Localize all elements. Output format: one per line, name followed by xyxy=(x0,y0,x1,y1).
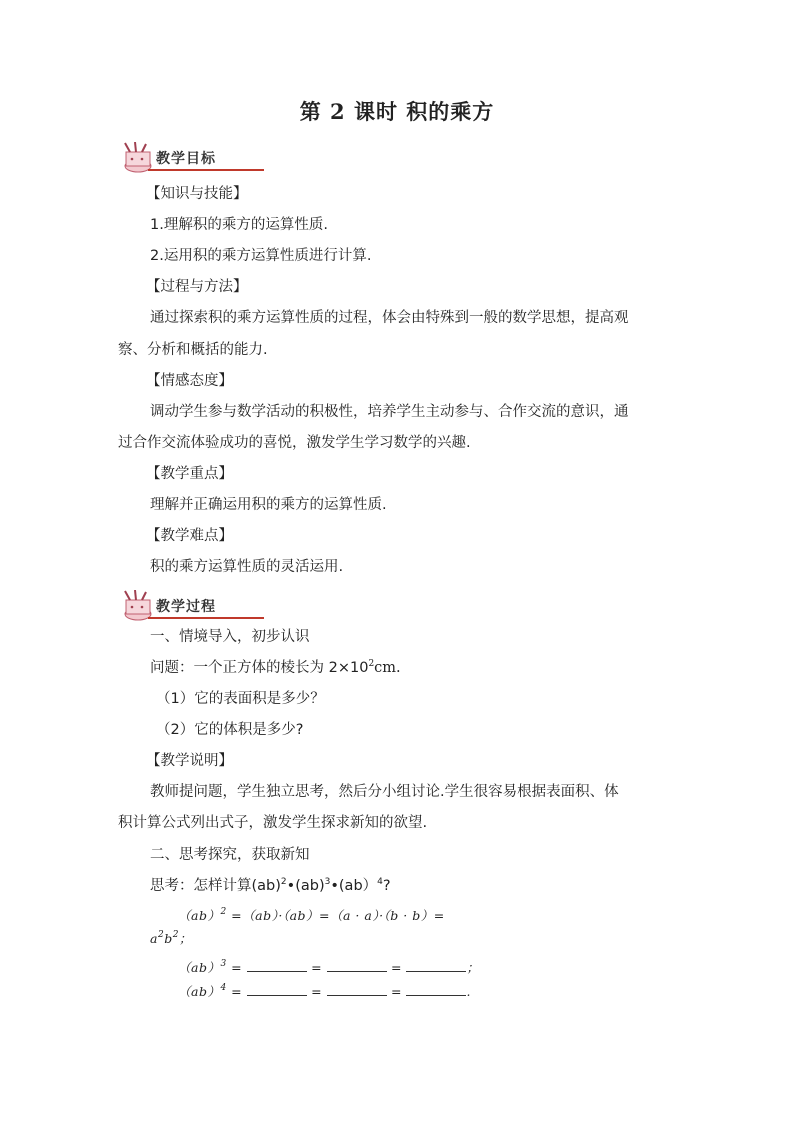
section-label: 教学目标 xyxy=(156,151,216,167)
process-method-heading: 【过程与方法】 xyxy=(146,279,248,295)
think-line xyxy=(150,876,391,896)
think-exp-2: 3 xyxy=(324,877,331,887)
eq1-result-a: a xyxy=(150,931,158,946)
equation-2 xyxy=(178,958,479,978)
section-label: 教学过程 xyxy=(156,599,216,615)
part2-heading: 二、思考探究，获取新知 xyxy=(150,847,310,863)
equation-1-result xyxy=(150,929,192,949)
difficult-point-heading: 【教学难点】 xyxy=(146,528,233,544)
eq3-blank-2[interactable] xyxy=(327,983,387,996)
question-unit: cm. xyxy=(374,660,401,676)
eq1-lhs: （ab） xyxy=(178,908,221,923)
process-method-line-1: 通过探索积的乘方运算性质的过程，体会由特殊到一般的数学思想，提高观 xyxy=(150,310,629,326)
key-point-line: 理解并正确运用积的乘方的运算性质. xyxy=(150,497,387,513)
eq2-blank-3[interactable] xyxy=(406,959,466,972)
knowledge-heading: 【知识与技能】 xyxy=(146,186,248,202)
eq2-equals: = xyxy=(226,960,247,975)
question-text: 问题：一个正方体的棱长为 2×10 xyxy=(150,660,369,676)
teaching-note-line-1: 教师提问题，学生独立思考，然后分小组讨论.学生很容易根据表面积、体 xyxy=(150,784,619,800)
eq1-result-b-exp: 2 xyxy=(172,930,179,940)
think-factor-3: •(ab） xyxy=(330,878,378,894)
emotion-line-1: 调动学生参与数学活动的积极性，培养学生主动参与、合作交流的意识，通 xyxy=(150,404,629,420)
knowledge-item-2: 2.运用积的乘方运算性质进行计算. xyxy=(150,248,372,264)
eq1-result-a-exp: 2 xyxy=(157,930,165,940)
eq3-equals: = xyxy=(306,984,327,999)
section-header-objectives xyxy=(118,142,240,172)
teaching-note-line-2: 积计算公式列出式子，激发学生探求新知的欲望. xyxy=(118,815,428,831)
eq2-equals: = xyxy=(306,960,327,975)
eq2-lhs-exp: 3 xyxy=(220,959,227,969)
eq1-rhs: =（ab）·（ab）=（a · a）·（b · b）= xyxy=(226,908,445,923)
think-end: ? xyxy=(382,878,391,894)
key-point-heading: 【教学重点】 xyxy=(146,466,233,482)
eq3-blank-3[interactable] xyxy=(406,983,466,996)
part1-heading: 一、情境导入，初步认识 xyxy=(150,629,310,645)
eq2-blank-2[interactable] xyxy=(327,959,387,972)
question-exponent: 2 xyxy=(368,659,375,669)
knowledge-item-1: 1.理解积的乘方的运算性质. xyxy=(150,217,328,233)
think-exp-1: 2 xyxy=(280,877,287,887)
question-2: （2）它的体积是多少? xyxy=(156,722,304,738)
equation-1 xyxy=(178,906,445,926)
eq1-lhs-exp: 2 xyxy=(220,907,227,917)
eq3-blank-1[interactable] xyxy=(247,983,307,996)
section-underline xyxy=(148,617,264,619)
teaching-note-heading: 【教学说明】 xyxy=(146,753,233,769)
difficult-point-line: 积的乘方运算性质的灵活运用. xyxy=(150,559,344,575)
eq3-lhs-exp: 4 xyxy=(220,983,227,993)
eq3-end: . xyxy=(466,984,471,999)
equation-3 xyxy=(178,982,471,1002)
eq2-lhs: （ab） xyxy=(178,960,221,975)
think-exp-3: 4 xyxy=(377,877,383,887)
eq3-equals: = xyxy=(226,984,247,999)
section-underline xyxy=(148,169,264,171)
process-method-line-2: 察、分析和概括的能力. xyxy=(118,342,268,358)
emotion-heading: 【情感态度】 xyxy=(146,373,233,389)
think-factor-2: •(ab) xyxy=(286,878,325,894)
page-title: 第 2 课时 积的乘方 xyxy=(299,99,495,124)
eq3-lhs: （ab） xyxy=(178,984,221,999)
question-line xyxy=(150,658,401,678)
emotion-line-2: 过合作交流体验成功的喜悦，激发学生学习数学的兴趣. xyxy=(118,435,471,451)
eq3-equals: = xyxy=(386,984,407,999)
eq1-result-b: b xyxy=(164,931,173,946)
section-header-process xyxy=(118,590,240,620)
eq2-equals: = xyxy=(386,960,407,975)
question-1: （1）它的表面积是多少？ xyxy=(156,691,325,707)
eq2-end: ； xyxy=(466,960,480,975)
eq2-blank-1[interactable] xyxy=(247,959,307,972)
think-text: 思考：怎样计算(ab) xyxy=(150,878,281,894)
eq1-result-end: ； xyxy=(178,931,192,946)
